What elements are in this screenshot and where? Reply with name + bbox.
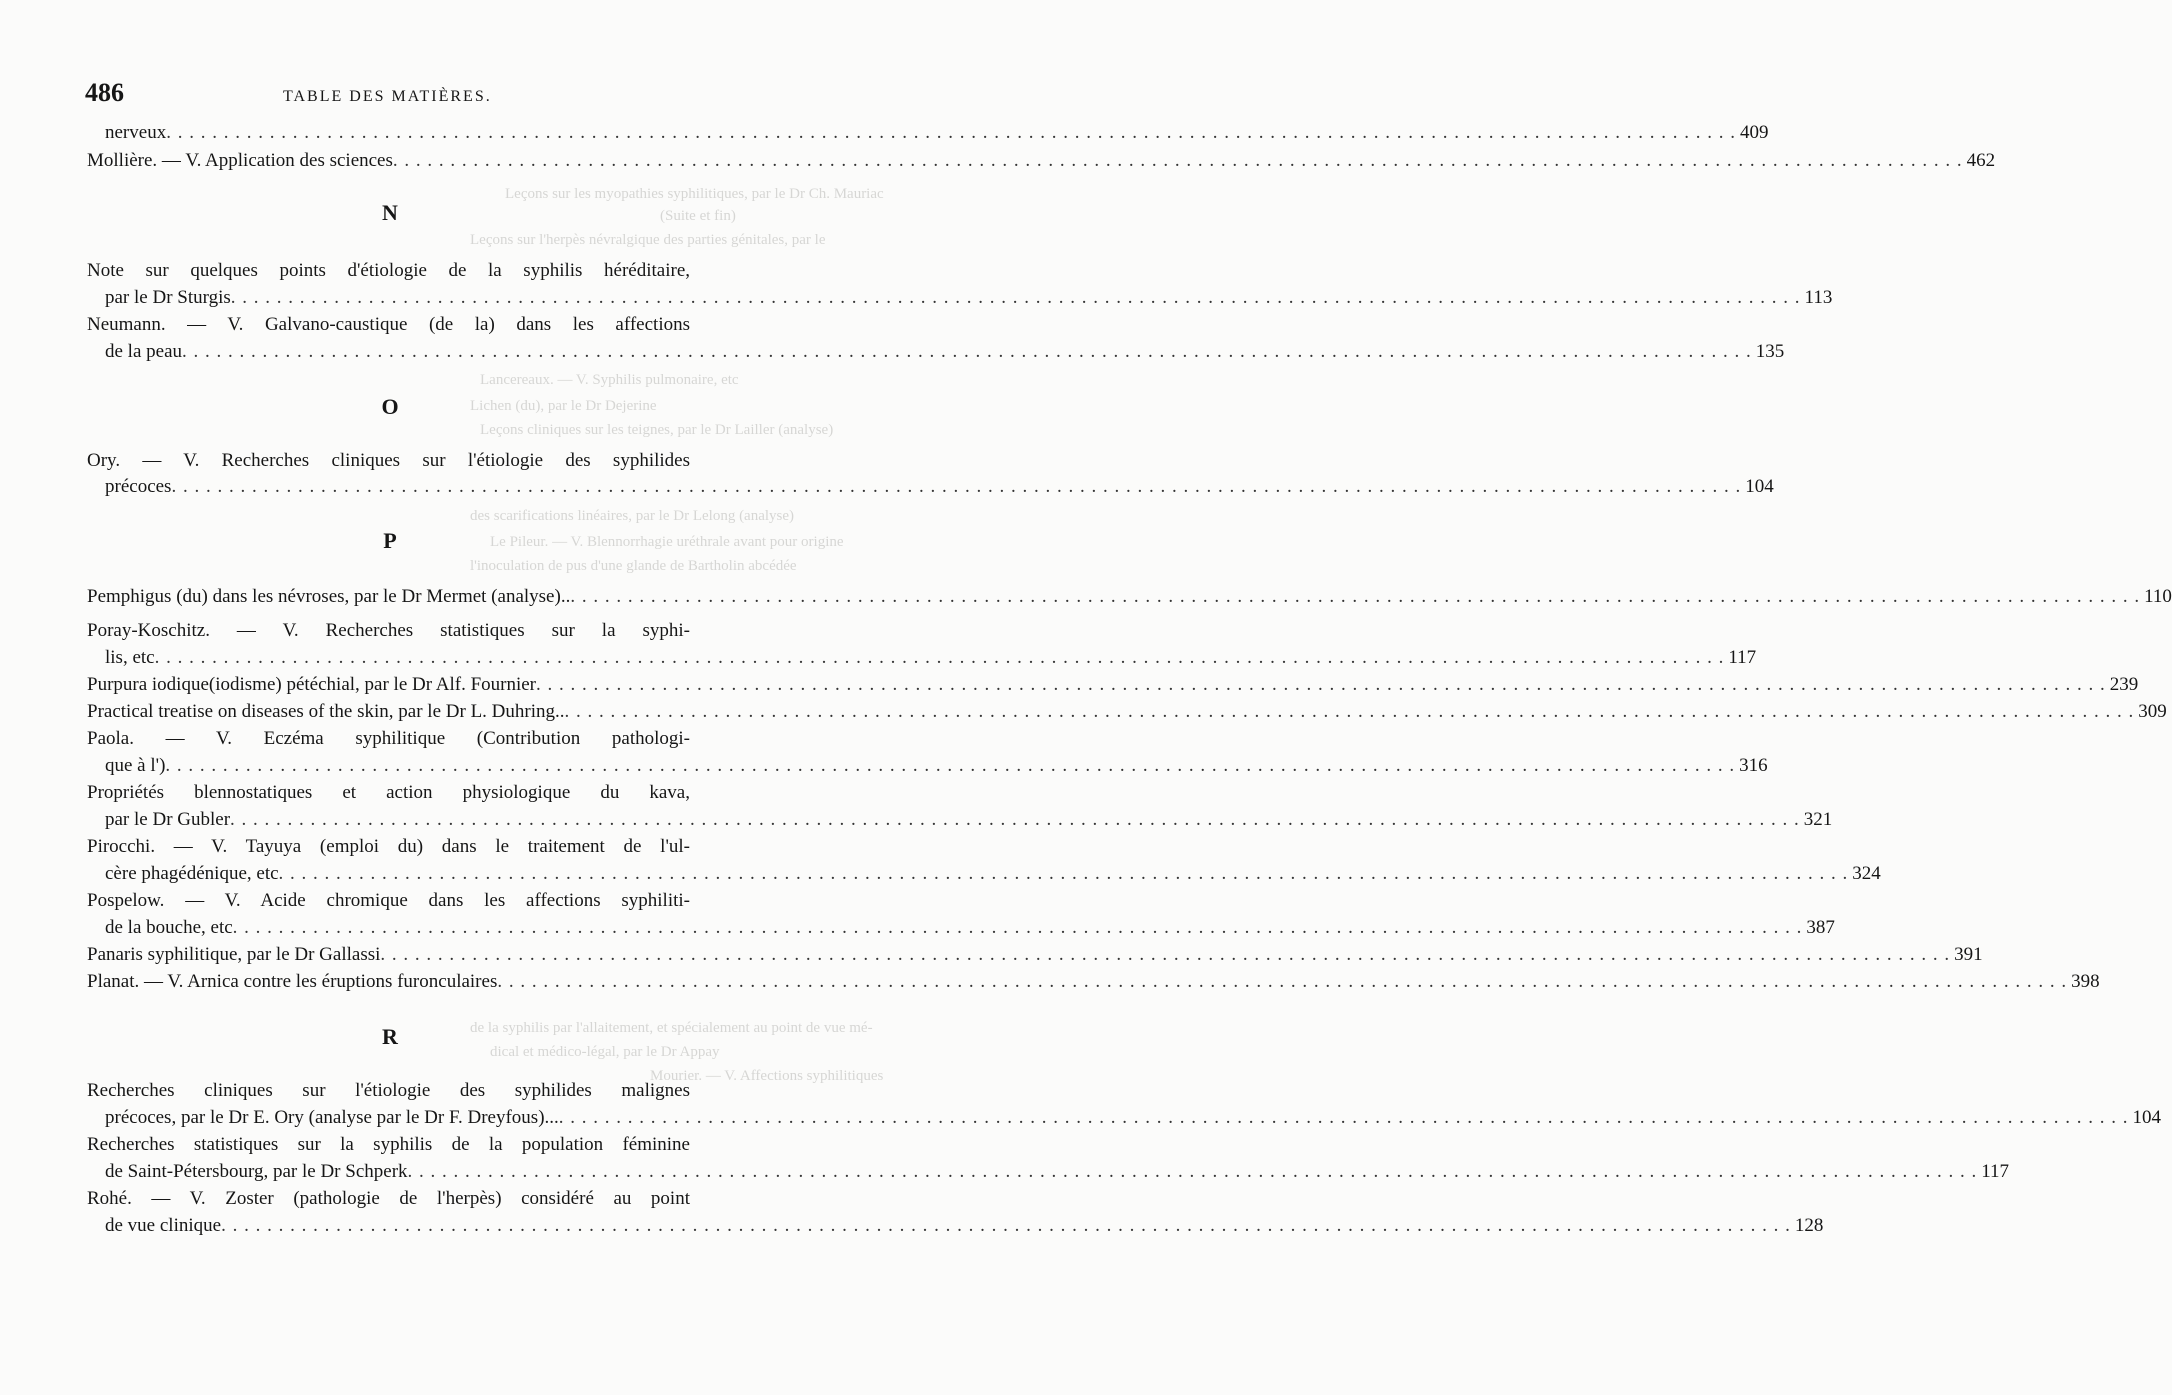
page-ref: 387 <box>1806 917 1835 938</box>
leader-dots <box>182 341 1752 362</box>
section-letter-r: R <box>382 1024 398 1049</box>
index-entry: Paola. — V. Eczéma syphilitique (Contribution pathologi- <box>87 728 690 749</box>
index-entry: Practical treatise on diseases of the skin, par le Dr L. Duhring.. . . . 309 <box>87 701 690 722</box>
page-ref: 104 <box>2132 1107 2162 1128</box>
index-entry-continuation: de Saint-Pétersbourg, par le Dr Schperk . . . 117 <box>105 1161 690 1182</box>
index-entry: Recherches statistiques sur la syphilis de la population féminine <box>87 1134 690 1155</box>
leader-dots <box>570 586 2140 607</box>
leader-dots <box>155 647 1725 668</box>
index-entry-continuation: précoces . . . 104 <box>105 476 690 497</box>
index-entry: Mollière. — V. Application des sciences . . . 462 <box>87 150 690 171</box>
leader-dots <box>166 122 1736 143</box>
section-letter-o: O <box>381 394 399 419</box>
section-letter-p: P <box>383 528 397 553</box>
leader-dots <box>380 944 1950 965</box>
leader-dots <box>165 755 1735 776</box>
index-entry-continuation: par le Dr Gubler . . . 321 <box>105 809 690 830</box>
leader-dots <box>536 674 2106 695</box>
bleed-through-line: de la syphilis par l'allaitement, et spécialement au point de vue mé- <box>470 1020 873 1036</box>
page-ref: 398 <box>2071 971 2100 992</box>
bleed-through-line: Leçons cliniques sur les teignes, par le Dr Lailler (analyse) <box>480 422 834 438</box>
page-ref: 113 <box>1804 287 1833 308</box>
bleed-through-line: des scarifications linéaires, par le Dr Lelong (analyse) <box>470 508 795 524</box>
leader-dots <box>393 150 1963 171</box>
index-entry-continuation: par le Dr Sturgis . . . 113 <box>105 287 690 308</box>
page-ref: 104 <box>1745 476 1774 497</box>
running-title: TABLE DES MATIÈRES. <box>283 88 492 105</box>
bleed-through-line: Lichen (du), par le Dr Dejerine <box>470 398 657 414</box>
page-ref: 324 <box>1852 863 1881 884</box>
page-ref: 239 <box>2109 674 2139 695</box>
leader-dots <box>408 1161 1978 1182</box>
leader-dots <box>233 917 1803 938</box>
page-ref: 316 <box>1739 755 1768 776</box>
leader-dots <box>230 809 1800 830</box>
index-entry: Planat. — V. Arnica contre les éruptions furonculaires . . . 398 <box>87 971 690 992</box>
bleed-through-line: dical et médico-légal, par le Dr Appay <box>490 1044 720 1060</box>
index-entry: nerveux . . . 409 <box>105 122 690 143</box>
index-entry: Ory. — V. Recherches cliniques sur l'étiologie des syphilides <box>87 450 690 471</box>
bleed-through-line: l'inoculation de pus d'une glande de Bartholin abcédée <box>470 558 797 574</box>
page-ref: 117 <box>1728 647 1757 668</box>
index-entry-continuation: cère phagédénique, etc . . . 324 <box>105 863 690 884</box>
index-entry: Note sur quelques points d'étiologie de la syphilis héréditaire, <box>87 260 690 281</box>
page-ref: 309 <box>2138 701 2167 722</box>
page-ref: 409 <box>1739 122 1769 143</box>
index-entry: Neumann. — V. Galvano-caustique (de la) dans les affections <box>87 314 690 335</box>
index-entry-continuation: lis, etc . . . 117 <box>105 647 690 668</box>
index-entry: Poray-Koschitz. — V. Recherches statistiques sur la syphi- <box>87 620 690 641</box>
bleed-through-line: Lancereaux. — V. Syphilis pulmonaire, etc <box>480 372 739 388</box>
leader-dots <box>559 1107 2129 1128</box>
bleed-through-line: Le Pileur. — V. Blennorrhagie uréthrale avant pour origine <box>490 534 844 550</box>
page-number: 486 <box>85 78 124 107</box>
section-letter-n: N <box>382 200 398 225</box>
index-entry-continuation: de vue clinique . . . 128 <box>105 1215 690 1236</box>
page-ref: 391 <box>1954 944 1983 965</box>
page-ref: 321 <box>1803 809 1833 830</box>
index-entry: Rohé. — V. Zoster (pathologie de l'herpès) considéré au point <box>87 1188 690 1209</box>
running-header <box>85 78 690 114</box>
index-entry: Pirocchi. — V. Tayuya (emploi du) dans le traitement de l'ul- <box>87 836 690 857</box>
leader-dots <box>221 1215 1791 1236</box>
index-entry: Propriétés blennostatiques et action physiologique du kava, <box>87 782 690 803</box>
bleed-through-line: Leçons sur les myopathies syphilitiques, par le Dr Ch. Mauriac <box>505 186 884 202</box>
leader-dots <box>497 971 2067 992</box>
index-entry-continuation: que à l') . . . 316 <box>105 755 690 776</box>
index-entry-continuation: précoces, par le Dr E. Ory (analyse par le Dr F. Dreyfous)... . . . 104 <box>105 1107 690 1128</box>
index-entry: Pemphigus (du) dans les névroses, par le Dr Mermet (analyse).. . . . 110 <box>87 586 690 607</box>
leader-dots <box>279 863 1849 884</box>
page-ref: 117 <box>1981 1161 2010 1182</box>
bleed-through-line: Mourier. — V. Affections syphilitiques <box>650 1068 884 1084</box>
bleed-through-line: Leçons sur l'herpès névralgique des parties génitales, par le <box>470 232 826 248</box>
index-entry: Purpura iodique(iodisme) pétéchial, par le Dr Alf. Fournier . . . 239 <box>87 674 690 695</box>
leader-dots <box>171 476 1741 497</box>
page-ref: 462 <box>1966 150 1996 171</box>
index-entry-continuation: de la peau . . . 135 <box>105 341 690 362</box>
page-ref: 110 <box>2144 586 2172 607</box>
leader-dots <box>565 701 2135 722</box>
index-entry-continuation: de la bouche, etc . . . 387 <box>105 917 690 938</box>
page-ref: 128 <box>1794 1215 1824 1236</box>
index-entry: Recherches cliniques sur l'étiologie des syphilides malignes <box>87 1080 690 1101</box>
bleed-through-line: (Suite et fin) <box>660 208 736 224</box>
index-entry: Pospelow. — V. Acide chromique dans les affections syphiliti- <box>87 890 690 911</box>
index-entry: Panaris syphilitique, par le Dr Gallassi . . . 391 <box>87 944 690 965</box>
leader-dots <box>231 287 1801 308</box>
page-ref: 135 <box>1755 341 1785 362</box>
